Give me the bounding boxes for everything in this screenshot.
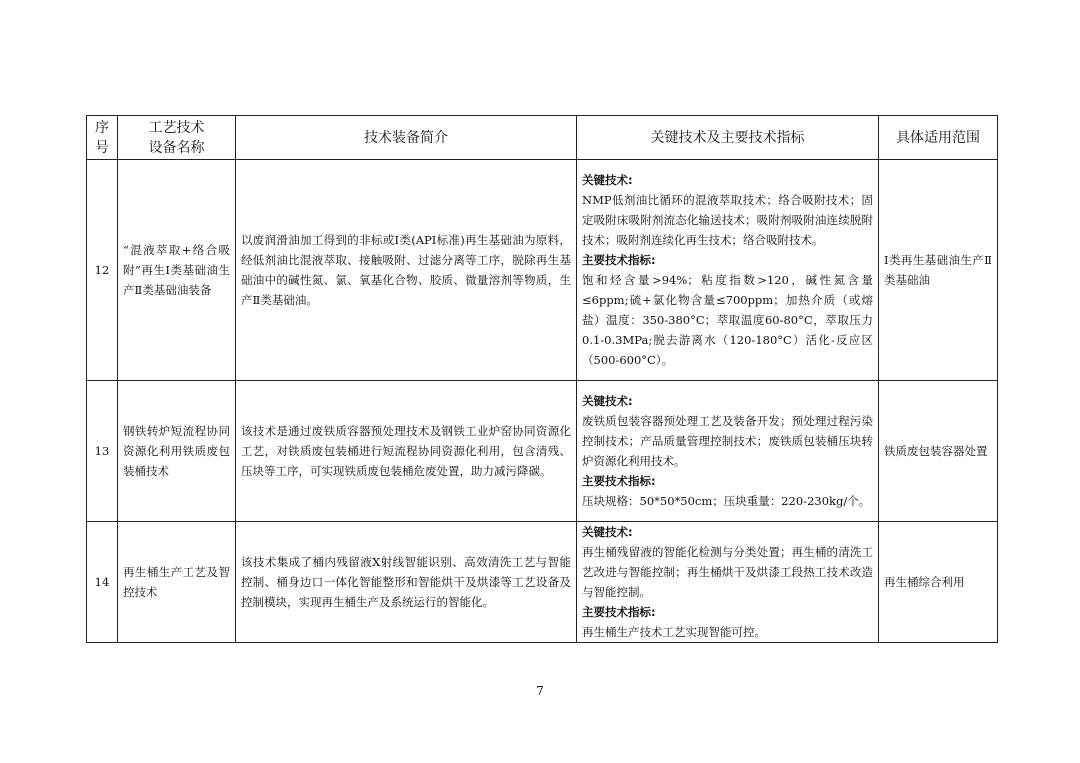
key-tech-text: NMP低剂油比循环的混液萃取技术；络合吸附技术；固定吸附床吸附剂流态化输送技术；吸附剂吸附油连续脱附技术；吸附剂连续化再生技术；络合吸附技术。 bbox=[582, 193, 873, 247]
row-scope: 铁质废包装容器处置 bbox=[879, 381, 998, 522]
header-key: 关键技术及主要技术指标 bbox=[577, 116, 879, 160]
key-tech-title: 关键技术: bbox=[582, 525, 633, 539]
indicator-title: 主要技术指标: bbox=[582, 474, 656, 488]
indicator-text: 饱和烃含量>94%；粘度指数>120，碱性氮含量≤6ppm;硫+氯化物含量≤700ppm；加热介质（或熔盐）温度：350-380°C；萃取温度60-80°C，萃取压力0.1-0.3MPa;脱去游离水（120-180°C）活化-反应区（500-600°C）。 bbox=[582, 273, 873, 367]
row-intro: 以废润滑油加工得到的非标或Ⅰ类(API标准)再生基础油为原料，经低剂油比混液萃取、接触吸附、过滤分离等工序，脱除再生基础油中的碱性氮、氯、氧基化合物、胶质、微量溶剂等物质，生产Ⅱ类基础油。 bbox=[236, 160, 577, 381]
indicator-text: 压块规格：50*50*50cm；压块重量：220-230kg/个。 bbox=[582, 494, 871, 508]
row-name: 再生桶生产工艺及智控技术 bbox=[118, 522, 236, 643]
row-number: 14 bbox=[87, 522, 118, 643]
row-number: 12 bbox=[87, 160, 118, 381]
row-scope: Ⅰ类再生基础油生产Ⅱ类基础油 bbox=[879, 160, 998, 381]
key-tech-text: 再生桶残留液的智能化检测与分类处置；再生桶的清洗工艺改进与智能控制；再生桶烘干及烘漆工段热工技术改造与智能控制。 bbox=[582, 545, 873, 599]
table-row bbox=[87, 522, 998, 643]
key-tech-title: 关键技术: bbox=[582, 394, 633, 408]
row-intro: 该技术集成了桶内残留液X射线智能识别、高效清洗工艺与智能控制、桶身边口一体化智能整形和智能烘干及烘漆等工艺设备及控制模块，实现再生桶生产及系统运行的智能化。 bbox=[236, 522, 577, 643]
key-tech-title: 关键技术: bbox=[582, 173, 633, 187]
technology-table bbox=[86, 115, 998, 643]
indicator-title: 主要技术指标: bbox=[582, 605, 656, 619]
header-name: 工艺技术 设备名称 bbox=[118, 116, 236, 160]
header-intro: 技术装备简介 bbox=[236, 116, 577, 160]
table-row bbox=[87, 160, 998, 381]
table-row bbox=[87, 381, 998, 522]
row-key-tech bbox=[577, 160, 879, 381]
row-name: 钢铁转炉短流程协同资源化利用铁质废包装桶技术 bbox=[118, 381, 236, 522]
row-key-tech bbox=[577, 522, 879, 643]
page-number: 7 bbox=[536, 684, 544, 698]
row-key-tech bbox=[577, 381, 879, 522]
header-scope: 具体适用范围 bbox=[879, 116, 998, 160]
row-number: 13 bbox=[87, 381, 118, 522]
indicator-title: 主要技术指标: bbox=[582, 253, 656, 267]
header-row bbox=[87, 116, 998, 160]
header-seq: 序号 bbox=[87, 116, 118, 160]
row-scope: 再生桶综合利用 bbox=[879, 522, 998, 643]
row-name: “混液萃取+络合吸附”再生Ⅰ类基础油生产Ⅱ类基础油装备 bbox=[118, 160, 236, 381]
key-tech-text: 废铁质包装容器预处理工艺及装备开发；预处理过程污染控制技术；产品质量管理控制技术；废铁质包装桶压块转炉资源化利用技术。 bbox=[582, 414, 873, 468]
indicator-text: 再生桶生产技术工艺实现智能可控。 bbox=[582, 625, 766, 639]
row-intro: 该技术是通过废铁质容器预处理技术及钢铁工业炉窑协同资源化工艺，对铁质废包装桶进行短流程协同资源化利用，包含清残、压块等工序，可实现铁质废包装桶危废处置，助力减污降碳。 bbox=[236, 381, 577, 522]
